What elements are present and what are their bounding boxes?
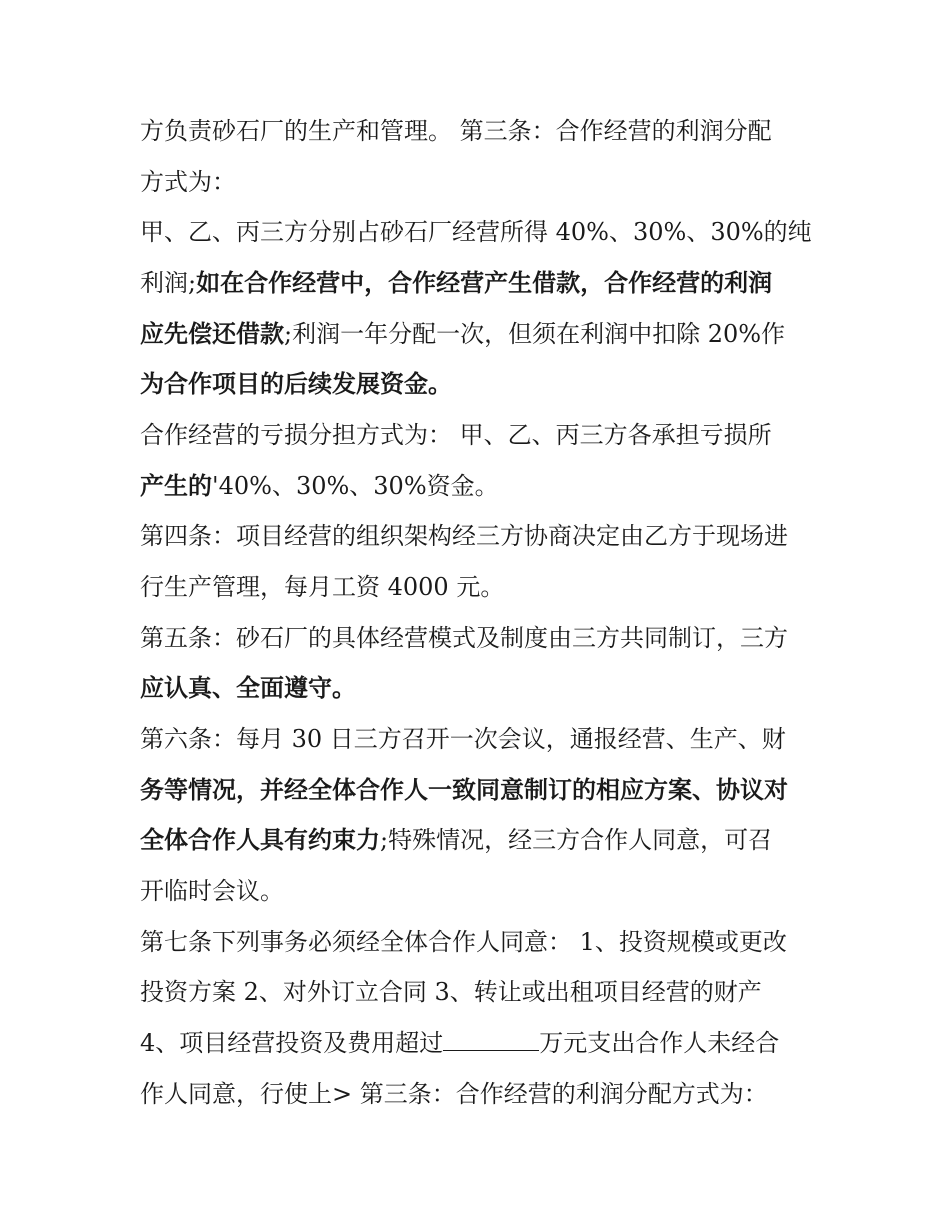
text-segment: 4、项目经营投资及费用超过 bbox=[140, 1029, 444, 1057]
text-line bbox=[140, 470, 820, 502]
text-segment: ;利润一年分配一次，但须在利润中扣除 20%作 bbox=[284, 320, 786, 348]
text-line bbox=[140, 1027, 820, 1059]
text-line bbox=[140, 723, 820, 755]
text-segment: 合作经营的亏损分担方式为： 甲、乙、丙三方各承担亏损所 bbox=[140, 421, 772, 449]
text-line bbox=[140, 166, 820, 198]
text-segment: 甲、乙、丙三方分别占砂石厂经营所得 40%、30%、30%的纯 bbox=[140, 218, 812, 246]
text-segment: 第四条：项目经营的组织架构经三方协商决定由乙方于现场进 bbox=[140, 522, 788, 550]
text-segment: 开临时会议。 bbox=[140, 877, 284, 905]
text-segment: 方式为： bbox=[140, 168, 236, 196]
text-segment: 作人同意，行使上> 第三条：合作经营的利润分配方式为： bbox=[140, 1080, 768, 1108]
text-segment: ;特殊情况，经三方合作人同意，可召 bbox=[380, 826, 773, 854]
text-line bbox=[140, 824, 820, 856]
fill-in-blank bbox=[443, 1028, 539, 1051]
text-segment: 利润; bbox=[140, 269, 197, 297]
text-line bbox=[140, 774, 820, 806]
text-segment: 第六条：每月 30 日三方召开一次会议，通报经营、生产、财 bbox=[140, 725, 786, 753]
text-line bbox=[140, 115, 820, 147]
text-line bbox=[140, 976, 820, 1008]
text-line bbox=[140, 622, 820, 654]
bold-text-segment: 如在合作经营中，合作经营产生借款，合作经营的利润 bbox=[196, 269, 773, 297]
bold-text-segment: 全体合作人具有约束力 bbox=[140, 826, 380, 854]
bold-text-segment: 应先偿还借款 bbox=[140, 320, 284, 348]
text-line bbox=[140, 318, 820, 350]
text-line bbox=[140, 267, 820, 299]
text-line bbox=[140, 571, 820, 603]
bold-text-segment: 务等情况，并经全体合作人一致同意制订的相应方案、协议对 bbox=[140, 776, 788, 804]
text-segment: 第七条下列事务必须经全体合作人同意： 1、投资规模或更改 bbox=[140, 928, 787, 956]
text-segment: '40%、30%、30%资金。 bbox=[212, 472, 499, 500]
bold-text-segment: 产生的 bbox=[140, 472, 212, 500]
bold-text-segment: 为合作项目的后续发展资金。 bbox=[140, 370, 452, 398]
text-line bbox=[140, 520, 820, 552]
text-line bbox=[140, 368, 820, 400]
text-segment: 行生产管理，每月工资 4000 元。 bbox=[140, 573, 505, 601]
text-segment: 方负责砂石厂的生产和管理。 第三条：合作经营的利润分配 bbox=[140, 117, 772, 145]
text-line bbox=[140, 216, 820, 248]
text-segment: 第五条：砂石厂的具体经营模式及制度由三方共同制订，三方 bbox=[140, 624, 788, 652]
text-line bbox=[140, 926, 820, 958]
text-segment: 投资方案 2、对外订立合同 3、转让或出租项目经营的财产 bbox=[140, 978, 762, 1006]
bold-text-segment: 应认真、全面遵守。 bbox=[140, 674, 356, 702]
text-line bbox=[140, 672, 820, 704]
text-line bbox=[140, 1078, 820, 1110]
text-line bbox=[140, 875, 820, 907]
text-line bbox=[140, 419, 820, 451]
text-segment: 万元支出合作人未经合 bbox=[539, 1029, 780, 1057]
